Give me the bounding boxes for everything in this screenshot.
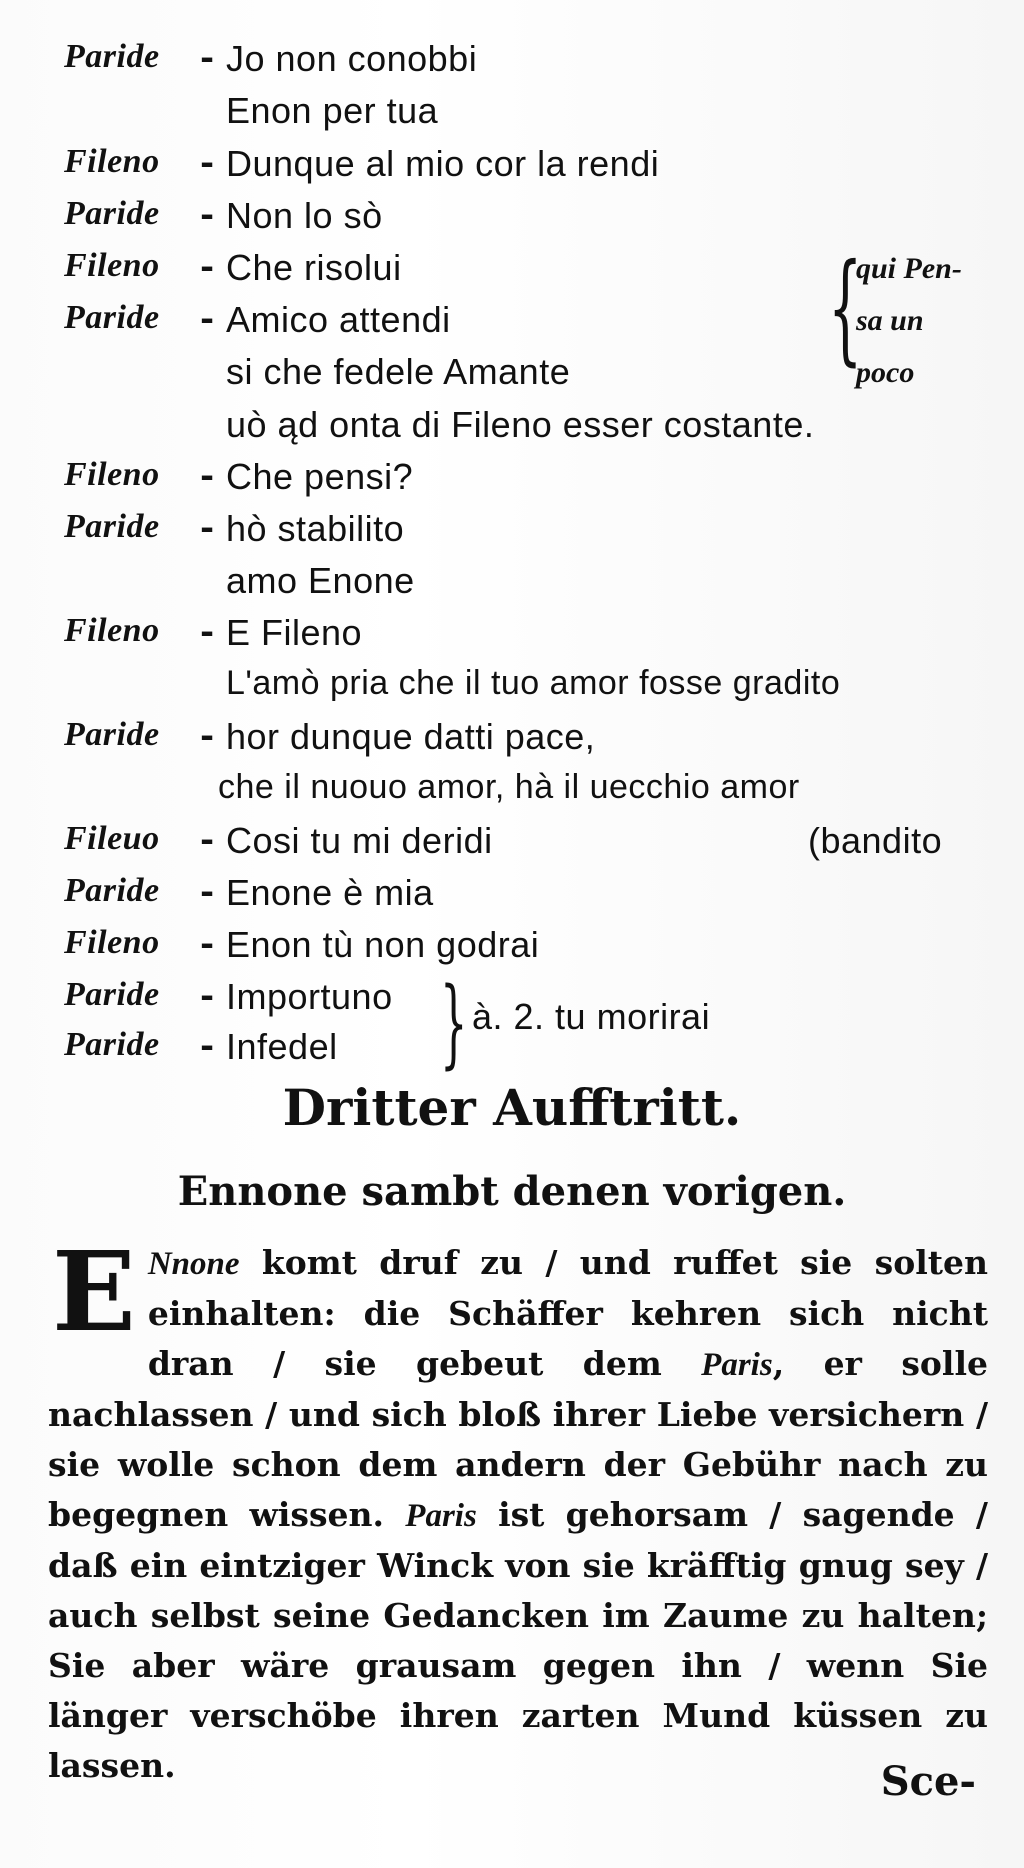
speaker-name: Paride [64,1026,160,1063]
line-text: hò stabilito [226,508,405,549]
dialogue-line [0,143,1024,193]
line-text: hor dunque datti pace, [226,716,596,757]
dialogue-line [0,560,1024,610]
dash: - [200,1026,215,1066]
stage-direction: poco [856,356,915,389]
speaker-name: Paride [64,299,160,336]
speaker-name: Fileno [64,247,160,284]
name-ennone: Nnone [147,1246,240,1282]
dialogue-line [0,872,1024,922]
speaker-name: Fileuo [64,820,160,857]
dialogue-line [0,38,1024,88]
scene-subtitle: Ennone sambt denen vorigen. [177,1168,847,1215]
paragraph-text: komt druf zu / und ruffet sie solten einhalten: die Schäffer kehren sich nicht dran / sie gebeut dem [147,1243,988,1383]
stage-direction: sa un [856,304,924,337]
paragraph-text: ist gehorsam / sagende / daß ein eintziger Winck von sie kräfftig gnug sey / auch selbst seine Gedancken im Zaume zu halten; Sie aber wäre grausam gegen ihn / wenn Sie länger verschöbe ihren zarten Mund küssen zu lassen. [48,1495,988,1785]
dialogue-line [0,716,1024,766]
line-text: Amico attendi [226,299,451,340]
line-text: L'amò pria che il tuo amor fosse gradito [226,664,841,702]
dash: - [200,247,215,287]
line-text: Importuno [226,976,393,1017]
dialogue-line [0,768,1024,818]
dash: - [200,299,215,339]
line-text: Enon tù non godrai [226,924,540,965]
speaker-name: Paride [64,872,160,909]
dash: - [200,872,215,912]
dash: - [200,924,215,964]
line-text: Non lo sò [226,195,383,236]
line-text: Infedel [226,1026,338,1067]
dialogue-line [0,664,1024,714]
dialogue-line [0,90,1024,140]
line-text: E Fileno [226,612,363,653]
line-text: Enone è mia [226,872,434,913]
dialogue-line [0,924,1024,974]
speaker-name: Fileno [64,143,160,180]
scene-title: Dritter Aufftritt. [282,1078,742,1137]
paragraph-text: , er solle nachlassen / und sich bloß ihrer Liebe versichern / sie wolle schon dem andern der Gebühr nach zu begegnen wissen. [48,1344,988,1534]
dash: - [200,976,215,1016]
line-text: Cosi tu mi deridi [226,820,493,861]
dash: - [200,716,215,756]
line-text: Enon per tua [226,90,439,131]
dialogue-line [0,820,1024,870]
stage-paragraph [48,1227,988,1791]
dash: - [200,456,215,496]
dialogue-line [0,456,1024,506]
line-text: Dunque al mio cor la rendi [226,143,660,184]
dash: - [200,508,215,548]
dash: - [200,612,215,652]
line-text: amo Enone [226,560,415,601]
speaker-name: Paride [64,508,160,545]
bandito-text: (bandito [808,820,943,861]
speaker-name: Fileno [64,612,160,649]
brace: { [828,239,863,378]
line-text: che il nuouo amor, hà il uecchio amor [218,768,800,806]
line-text: uò ąd onta di Fileno esser costante. [226,404,815,445]
dialogue-line [0,404,1024,454]
dialogue-line [0,195,1024,245]
name-paris: Paris [405,1498,477,1534]
name-paris: Paris [701,1347,773,1383]
line-text: Che risolui [226,247,402,288]
catchword: Sce- [880,1758,976,1805]
brace: } [440,967,468,1079]
dialogue-line [0,508,1024,558]
speaker-name: Paride [64,38,160,75]
drop-cap: E [52,1227,136,1356]
speaker-name: Fileno [64,456,160,493]
line-text: Che pensi? [226,456,414,497]
speaker-name: Paride [64,716,160,753]
dash: - [200,38,215,78]
dialogue-line [0,612,1024,662]
duet-text: à. 2. tu morirai [472,996,711,1037]
speaker-name: Paride [64,195,160,232]
dash: - [200,195,215,235]
dash: - [200,820,215,860]
dash: - [200,143,215,183]
stage-direction: qui Pen- [856,252,962,285]
line-text: Jo non conobbi [226,38,478,79]
line-text: si che fedele Amante [226,351,571,392]
speaker-name: Fileno [64,924,160,961]
speaker-name: Paride [64,976,160,1013]
